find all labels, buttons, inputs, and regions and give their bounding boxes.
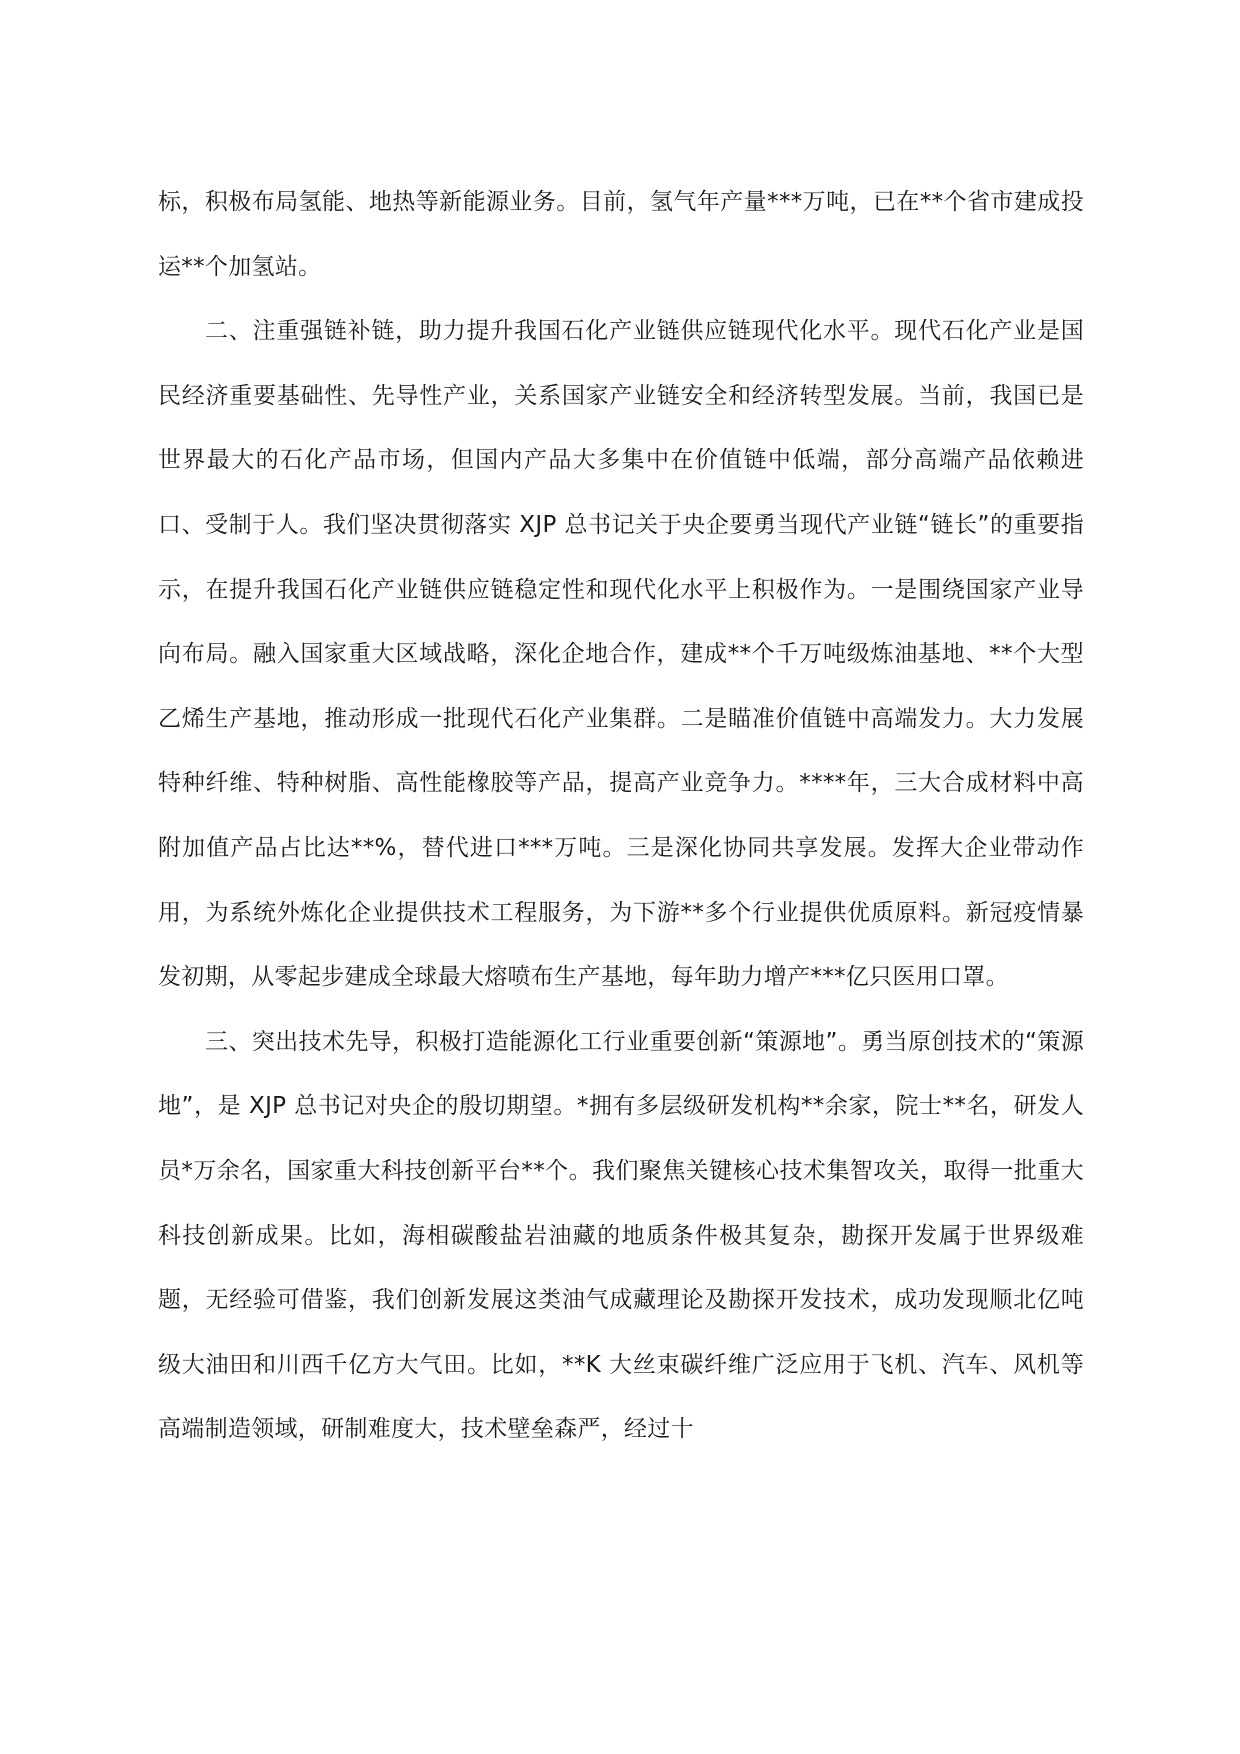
paragraph-continuation: 标，积极布局氢能、地热等新能源业务。目前，氢气年产量***万吨，已在**个省市建成投运**个加氢站。 (158, 189, 1084, 280)
paragraph-section-two: 二、注重强链补链，助力提升我国石化产业链供应链现代化水平。现代石化产业是国民经济重要基础性、先导性产业，关系国家产业链安全和经济转型发展。当前，我国已是世界最大的石化产品市场，但国内产品大多集中在价值链中低端，部分高端产品依赖进口、受制于人。我们坚决贯彻落实 XJP 总书记关于央企要勇当现代产业链“链长”的重要指示，在提升我国石化产业链供应链稳定性和现代化水平上积极作为。一是围绕国家产业导向布局。融入国家重大区域战略，深化企地合作，建成**个千万吨级炼油基地、**个大型乙烯生产基地，推动形成一批现代石化产业集群。二是瞄准价值链中高端发力。大力发展特种纤维、特种树脂、高性能橡胶等产品，提高产业竞争力。****年，三大合成材料中高附加值产品占比达**%，替代进口***万吨。三是深化协同共享发展。发挥大企业带动作用，为系统外炼化企业提供技术工程服务，为下游**多个行业提供优质原料。新冠疫情暴发初期，从零起步建成全球最大熔喷布生产基地，每年助力增产***亿只医用口罩。 (158, 318, 1084, 991)
body-text (158, 170, 1084, 1462)
paragraph-section-three: 三、突出技术先导，积极打造能源化工行业重要创新“策源地”。勇当原创技术的“策源地”，是 XJP 总书记对央企的殷切期望。*拥有多层级研发机构**余家，院士**名，研发人员*万余名，国家重大科技创新平台**个。我们聚焦关键核心技术集智攻关，取得一批重大科技创新成果。比如，海相碳酸盐岩油藏的地质条件极其复杂，勘探开发属于世界级难题，无经验可借鉴，我们创新发展这类油气成藏理论及勘探开发技术，成功发现顺北亿吨级大油田和川西千亿方大气田。比如，**K 大丝束碳纤维广泛应用于飞机、汽车、风机等高端制造领域，研制难度大，技术壁垒森严，经过十 (158, 1028, 1084, 1443)
